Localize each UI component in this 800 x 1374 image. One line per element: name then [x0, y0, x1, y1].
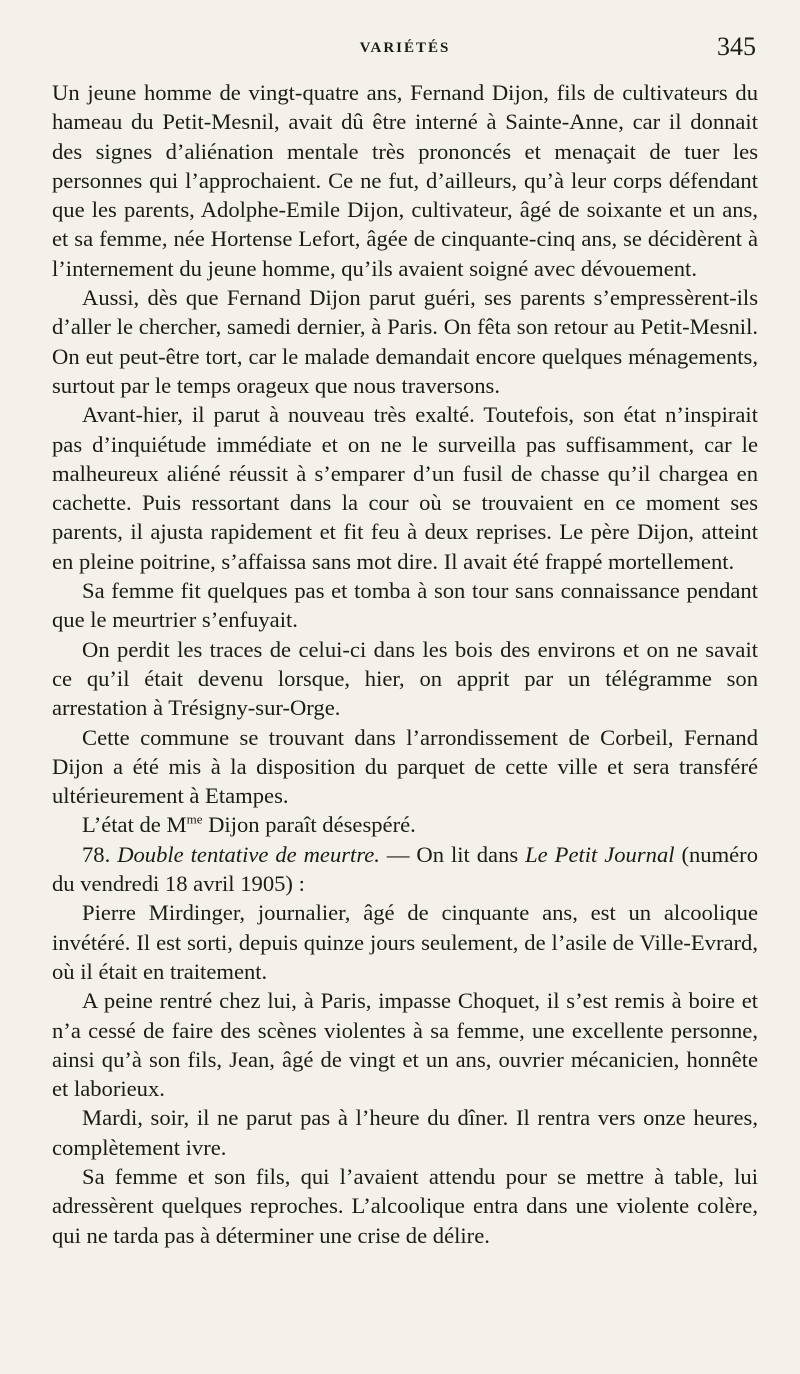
item-after: (numéro du vendredi 18 avril 1905) : [52, 841, 759, 897]
paragraph: Sa femme et son fils, qui l’avaient attendu pour se mettre à table, lui adressèrent quelques reproches. L’alcoolique entra dans une violente colère, qui ne tarda pas à déterminer une crise de délire. [52, 1163, 758, 1248]
paragraph: On perdit les traces de celui-ci dans les bois des environs et on ne savait ce qu’il était devenu lorsque, hier, on apprit par un télégramme son arrestation à Trésigny-sur-Orge. [52, 636, 758, 721]
page-number: 345 [717, 32, 756, 61]
paragraph: Un jeune homme de vingt-quatre ans, Fernand Dijon, fils de cultivateurs du hameau du Petit-Mesnil, avait dû être interné à Sainte-Anne, car il donnait des signes d’aliénation mentale très prononcés et menaçait de tuer les personnes qui l’approchaient. Ce ne fut, d’ailleurs, qu’à leur corps défendant que les parents, Adolphe-Emile Dijon, cultivateur, âgé de soixante et un ans, et sa femme, née Hortense Lefort, âgée de cinquante-cinq ans, se décidèrent à l’internement du jeune homme, qu’ils avaient soigné avec dévouement. [52, 80, 758, 281]
paragraph-state [52, 810, 758, 839]
item-title: Double tentative de meurtre. [117, 841, 380, 867]
page-header [52, 32, 758, 78]
running-head: VARIÉTÉS [359, 40, 451, 56]
paragraph: Avant-hier, il parut à nouveau très exalté. Toutefois, son état n’inspirait pas d’inquiétude immédiate et on ne le surveilla pas suffisamment, car le malheureux aliéné réussit à s’emparer d’un fusil de chasse qu’il chargea en cachette. Puis ressortant dans la cour où se trouvaient en ce moment ses parents, il ajusta rapidement et fit feu à deux reprises. Le père Dijon, atteint en pleine poitrine, s’affaissa sans mot dire. Il avait été frappé mortellement. [52, 402, 758, 574]
paragraph: Sa femme fit quelques pas et tomba à son tour sans connaissance pendant que le meurtrier s’enfuyait. [52, 578, 758, 633]
paragraph: Mardi, soir, il ne parut pas à l’heure du dîner. Il rentra vers onze heures, complètement ivre. [52, 1105, 758, 1160]
paragraph: Cette commune se trouvant dans l’arrondissement de Corbeil, Fernand Dijon a été mis à la disposition du parquet de cette ville et sera transféré ultérieurement à Etampes. [52, 724, 758, 809]
paragraph: Pierre Mirdinger, journalier, âgé de cinquante ans, est un alcoolique invétéré. Il est sorti, depuis quinze jours seulement, de l’asile de Ville-Evrard, où il était en traitement. [52, 900, 758, 984]
item-number: 78. [82, 841, 118, 867]
paragraph: Aussi, dès que Fernand Dijon parut guéri, ses parents s’empressèrent-ils d’aller le chercher, samedi dernier, à Paris. On fêta son retour au Petit-Mesnil. On eut peut-être tort, car le malade demandait encore quelques ménagements, surtout par le temps orageux que nous traversons. [52, 285, 758, 398]
body-text [52, 78, 758, 1250]
item-middle: — On lit dans [379, 841, 526, 867]
paragraph: A peine rentré chez lui, à Paris, impasse Choquet, il s’est remis à boire et n’a cessé de faire des scènes violentes à sa femme, une excellente personne, ainsi qu’à son fils, Jean, âgé de vingt et un ans, ouvrier mécanicien, honnête et laborieux. [52, 988, 758, 1102]
state-text-before: L’état de M [82, 812, 187, 838]
state-text-after: Dijon paraît désespéré. [202, 812, 416, 838]
journal-name: Le Petit Journal [525, 841, 675, 867]
item-78-heading [52, 840, 758, 899]
state-text-superscript: me [186, 811, 203, 827]
